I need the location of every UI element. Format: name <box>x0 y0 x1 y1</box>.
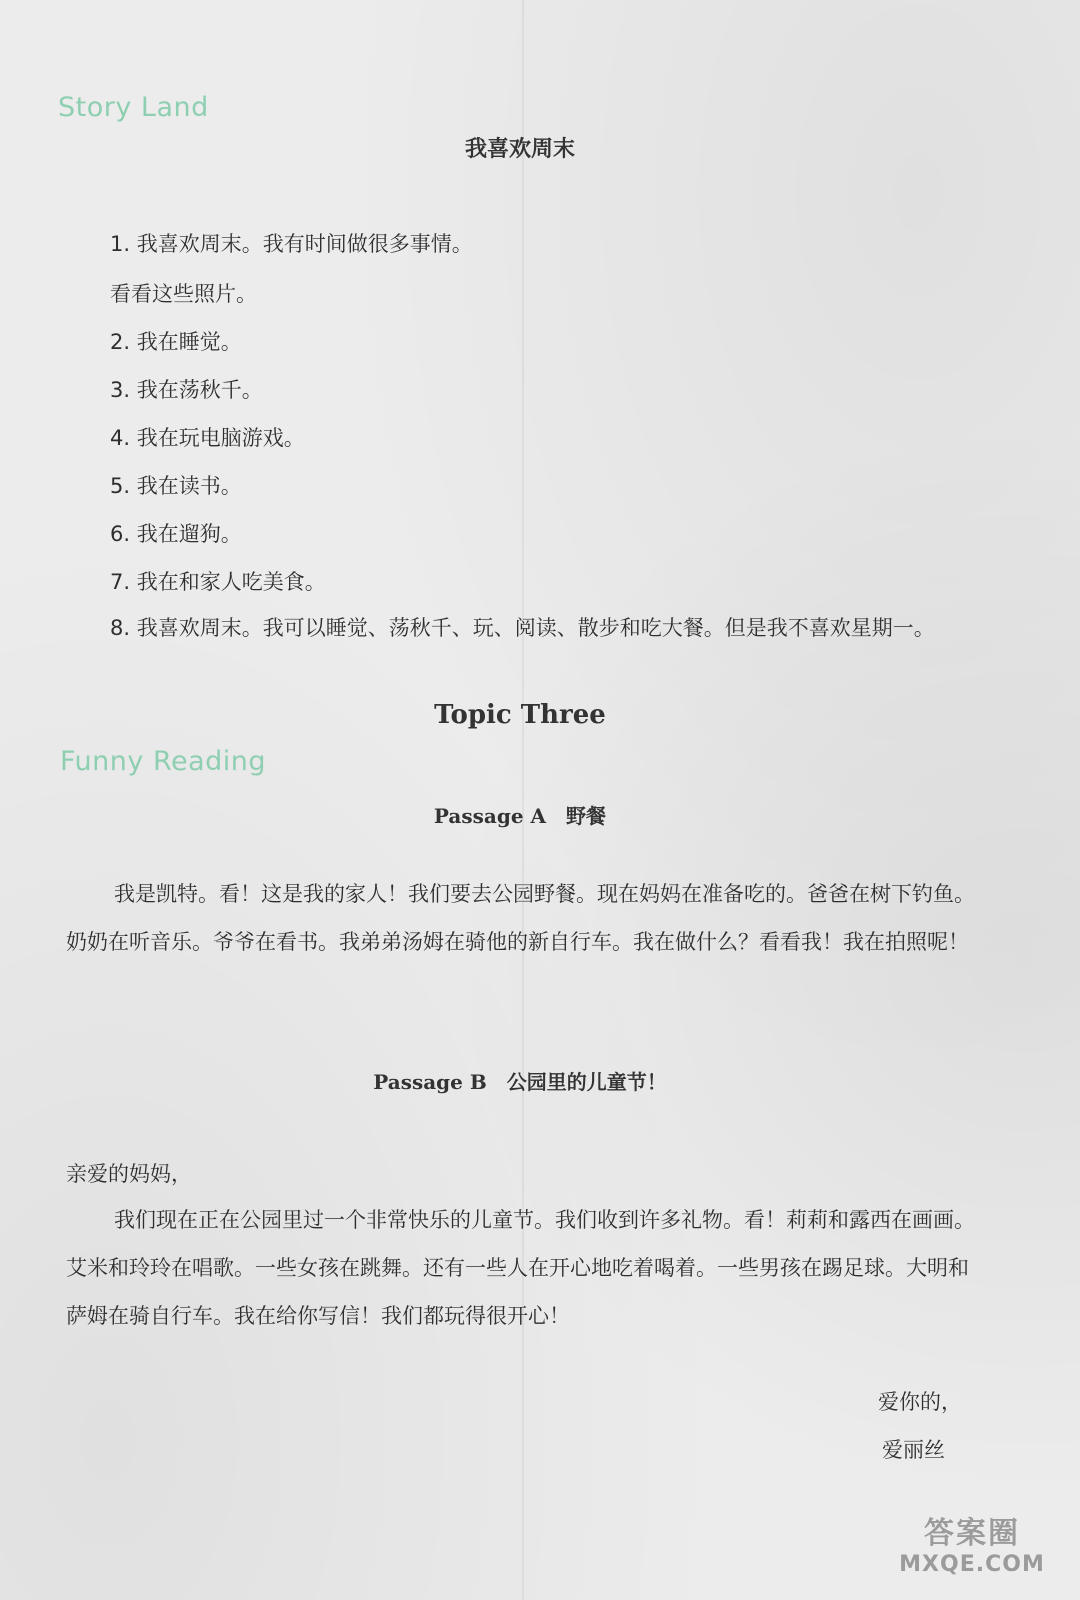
story-line-2: 看看这些照片。 <box>110 282 257 306</box>
story-line-4: 3. 我在荡秋千。 <box>110 378 263 402</box>
letter-closing: 爱你的， <box>878 1390 962 1414</box>
story-paragraph-8: 8. 我喜欢周末。我可以睡觉、荡秋千、玩、阅读、散步和吃大餐。但是我不喜欢星期一。 <box>110 616 935 640</box>
passage-a-text: 我是凯特。看！这是我的家人！我们要去公园野餐。现在妈妈在准备吃的。爸爸在树下钓鱼。奶奶在听音乐。爷爷在看书。我弟弟汤姆在骑他的新自行车。我在做什么？看看我！我在拍照呢！ <box>66 882 975 954</box>
funny-reading-label: Funny Reading <box>60 746 267 777</box>
site-watermark <box>882 1508 1062 1586</box>
letter-salutation: 亲爱的妈妈， <box>66 1162 192 1186</box>
watermark-top: 答案圈 <box>924 1516 1020 1551</box>
story-line-3: 2. 我在睡觉。 <box>110 330 242 354</box>
watermark-bottom: MXQE.COM <box>899 1552 1045 1577</box>
passage-b-title: Passage B 公园里的儿童节！ <box>373 1070 667 1094</box>
passage-b-text: 我们现在正在公园里过一个非常快乐的儿童节。我们收到许多礼物。看！莉莉和露西在画画。艾米和玲玲在唱歌。一些女孩在跳舞。还有一些人在开心地吃着喝着。一些男孩在踢足球。大明和萨姆在骑自行车。我在给你写信！我们都玩得很开心！ <box>66 1208 975 1328</box>
story-line-1: 1. 我喜欢周末。我有时间做很多事情。 <box>110 232 473 256</box>
story-land-label: Story Land <box>58 92 209 123</box>
story-line-7: 6. 我在遛狗。 <box>110 522 242 546</box>
story-line-5: 4. 我在玩电脑游戏。 <box>110 426 305 450</box>
story-line-8: 7. 我在和家人吃美食。 <box>110 570 326 594</box>
passage-a-title: Passage A 野餐 <box>433 804 607 828</box>
topic-title: Topic Three <box>434 700 606 730</box>
story-title: 我喜欢周末 <box>464 137 575 162</box>
story-line-6: 5. 我在读书。 <box>110 474 242 498</box>
letter-signature: 爱丽丝 <box>882 1438 945 1462</box>
